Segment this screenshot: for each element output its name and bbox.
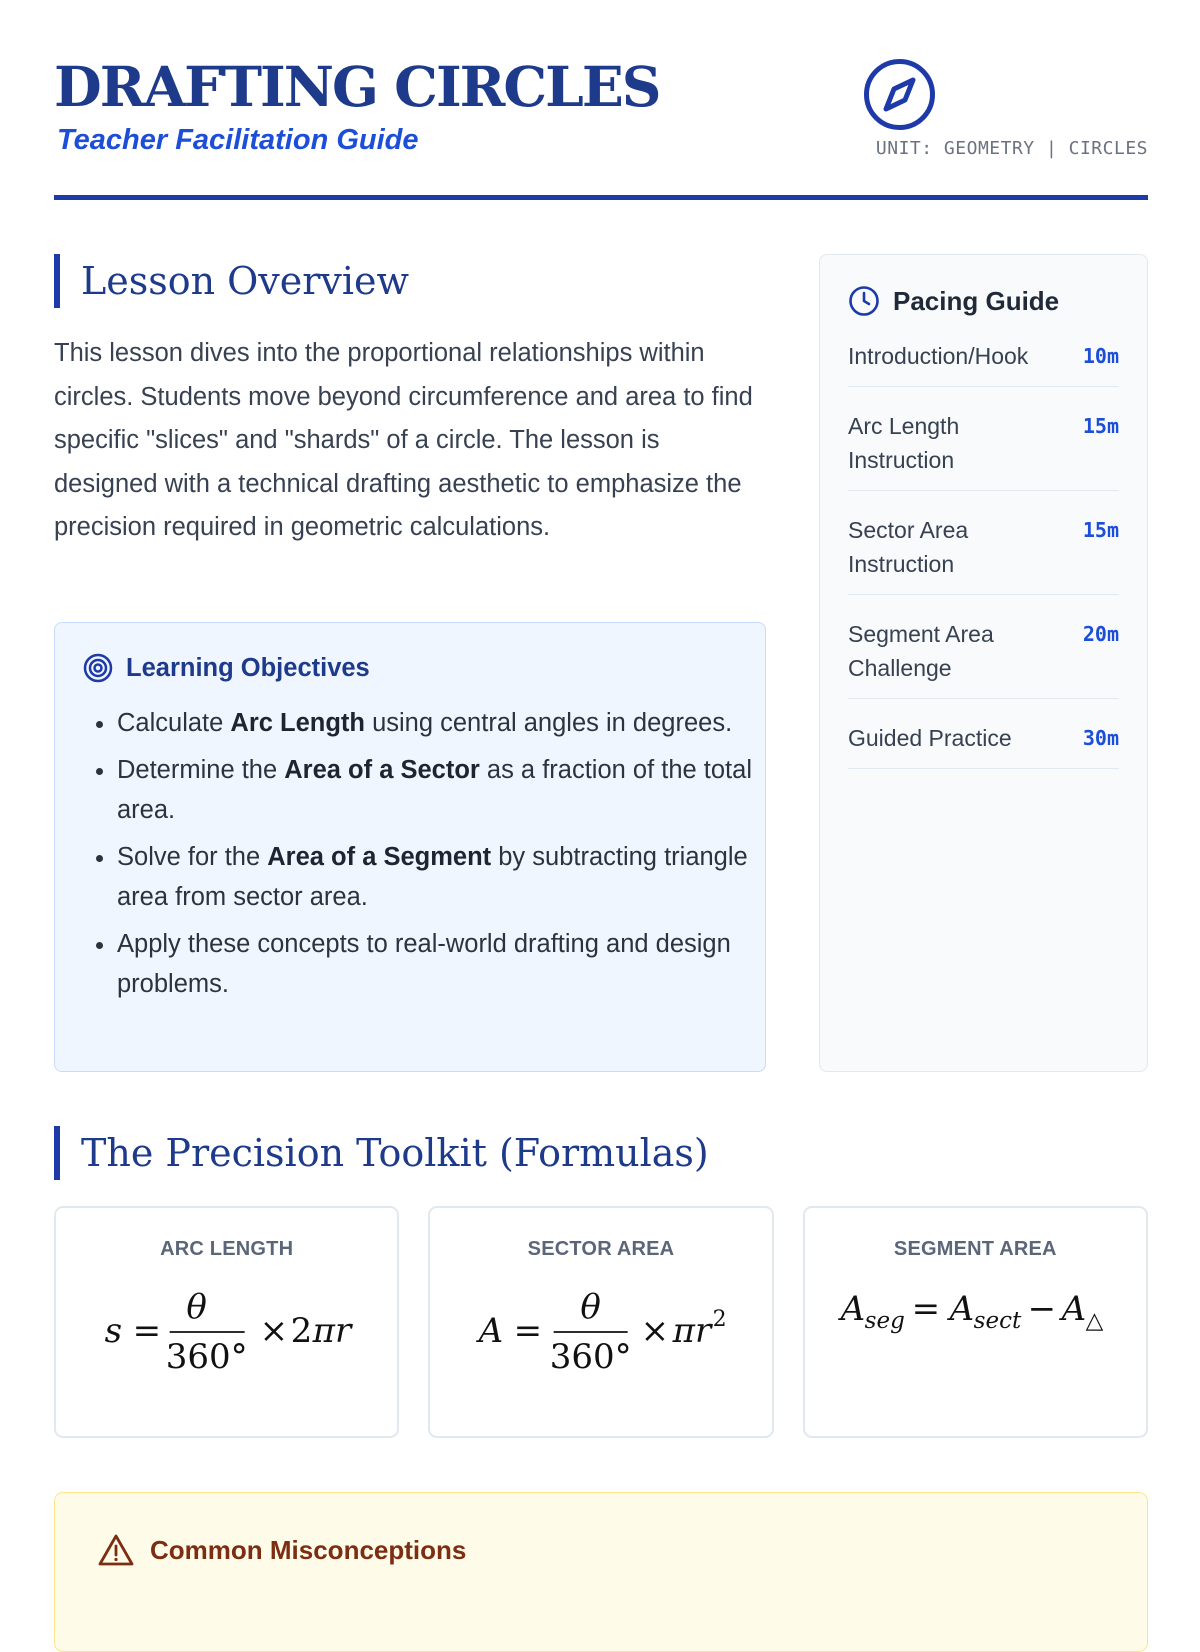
pacing-time: 20m xyxy=(1082,622,1119,646)
misconceptions-box xyxy=(54,1492,1148,1652)
unit-label: UNIT: GEOMETRY | CIRCLES xyxy=(875,138,1148,159)
svg-text:△: △ xyxy=(1085,1308,1104,1334)
page-title: DRAFTING CIRCLES xyxy=(54,54,660,119)
formula-card-title: SEGMENT AREA xyxy=(893,1238,1057,1260)
svg-text:θ: θ xyxy=(580,1287,602,1327)
svg-text:=: = xyxy=(132,1311,162,1351)
svg-text:×: × xyxy=(640,1311,670,1351)
objectives-header xyxy=(83,653,370,683)
svg-text:A: A xyxy=(949,1289,974,1329)
formula-card-sector-area xyxy=(428,1206,773,1438)
svg-text:seg: seg xyxy=(864,1308,905,1334)
target-icon xyxy=(83,653,113,683)
svg-text:θ: θ xyxy=(186,1287,207,1327)
pacing-label: Sector Area Instruction xyxy=(848,517,969,577)
learning-objectives-box xyxy=(54,622,766,1072)
objectives-list xyxy=(85,703,757,1011)
compass-icon xyxy=(862,57,937,132)
pacing-row xyxy=(848,339,1119,387)
misconceptions-header xyxy=(97,1533,466,1567)
objective-item: • Solve for the Area of a Segment by subtracting triangle area from sector area. xyxy=(117,837,757,917)
pacing-label: Guided Practice xyxy=(848,725,1012,751)
objective-item: • Calculate Arc Length using central angles in degrees. xyxy=(117,703,757,743)
pacing-time: 30m xyxy=(1082,726,1119,750)
lesson-guide-page xyxy=(54,0,1148,1600)
svg-text:A: A xyxy=(840,1289,865,1329)
svg-text:πr: πr xyxy=(672,1311,712,1351)
warning-icon xyxy=(97,1533,135,1567)
objective-item: • Determine the Area of a Sector as a fraction of the total area. xyxy=(117,750,757,830)
formula-cards xyxy=(54,1206,1148,1438)
svg-text:A: A xyxy=(1061,1289,1086,1329)
formula-card-arc-length xyxy=(54,1206,399,1438)
toolkit-heading: The Precision Toolkit (Formulas) xyxy=(54,1126,709,1180)
segment-area-formula xyxy=(805,1278,1146,1408)
pacing-list xyxy=(848,339,1119,791)
pacing-row xyxy=(848,617,1119,699)
pacing-row xyxy=(848,513,1119,595)
svg-text:A: A xyxy=(478,1311,504,1351)
svg-text:2: 2 xyxy=(290,1311,313,1351)
svg-text:πr: πr xyxy=(312,1311,352,1351)
pacing-header xyxy=(848,285,1059,317)
pacing-title: Pacing Guide xyxy=(893,285,1060,316)
svg-text:=: = xyxy=(513,1311,543,1351)
pacing-row xyxy=(848,721,1119,769)
misconceptions-title: Common Misconceptions xyxy=(150,1534,467,1565)
page-subtitle: Teacher Facilitation Guide xyxy=(57,124,419,156)
pacing-label: Introduction/Hook xyxy=(848,343,1029,369)
overview-text: This lesson dives into the proportional relationships within circles. Students move beyond circumference and area to find specific "slices" and "shards" of a circle. The lesson is designed with a technical drafting aesthetic to emphasize the precision required in geometric calculations. xyxy=(54,339,753,541)
svg-text:−: − xyxy=(1027,1289,1056,1329)
svg-text:360°: 360° xyxy=(550,1337,632,1377)
page-header xyxy=(54,54,1148,200)
overview-heading: Lesson Overview xyxy=(54,254,409,308)
clock-icon xyxy=(848,285,880,317)
sector-area-formula xyxy=(430,1278,771,1408)
svg-text:s: s xyxy=(104,1311,123,1351)
svg-text:sect: sect xyxy=(973,1308,1021,1334)
svg-text:360°: 360° xyxy=(165,1337,248,1377)
pacing-time: 15m xyxy=(1082,414,1119,438)
formula-card-title: ARC LENGTH xyxy=(160,1238,294,1260)
objectives-title: Learning Objectives xyxy=(126,653,370,682)
pacing-label: Arc Length Instruction xyxy=(848,413,960,473)
pacing-time: 10m xyxy=(1082,344,1119,368)
pacing-label: Segment Area Challenge xyxy=(848,621,994,681)
objective-item: • Apply these concepts to real-world drafting and design problems. xyxy=(117,924,757,1004)
svg-text:=: = xyxy=(911,1289,940,1329)
svg-text:2: 2 xyxy=(712,1307,727,1332)
svg-text:×: × xyxy=(259,1311,289,1351)
pacing-time: 15m xyxy=(1082,518,1119,542)
pacing-row xyxy=(848,409,1119,491)
formula-card-title: SECTOR AREA xyxy=(527,1238,675,1260)
formula-card-segment-area xyxy=(803,1206,1148,1438)
pacing-guide-box xyxy=(819,254,1148,1072)
arc-length-formula xyxy=(56,1278,397,1408)
